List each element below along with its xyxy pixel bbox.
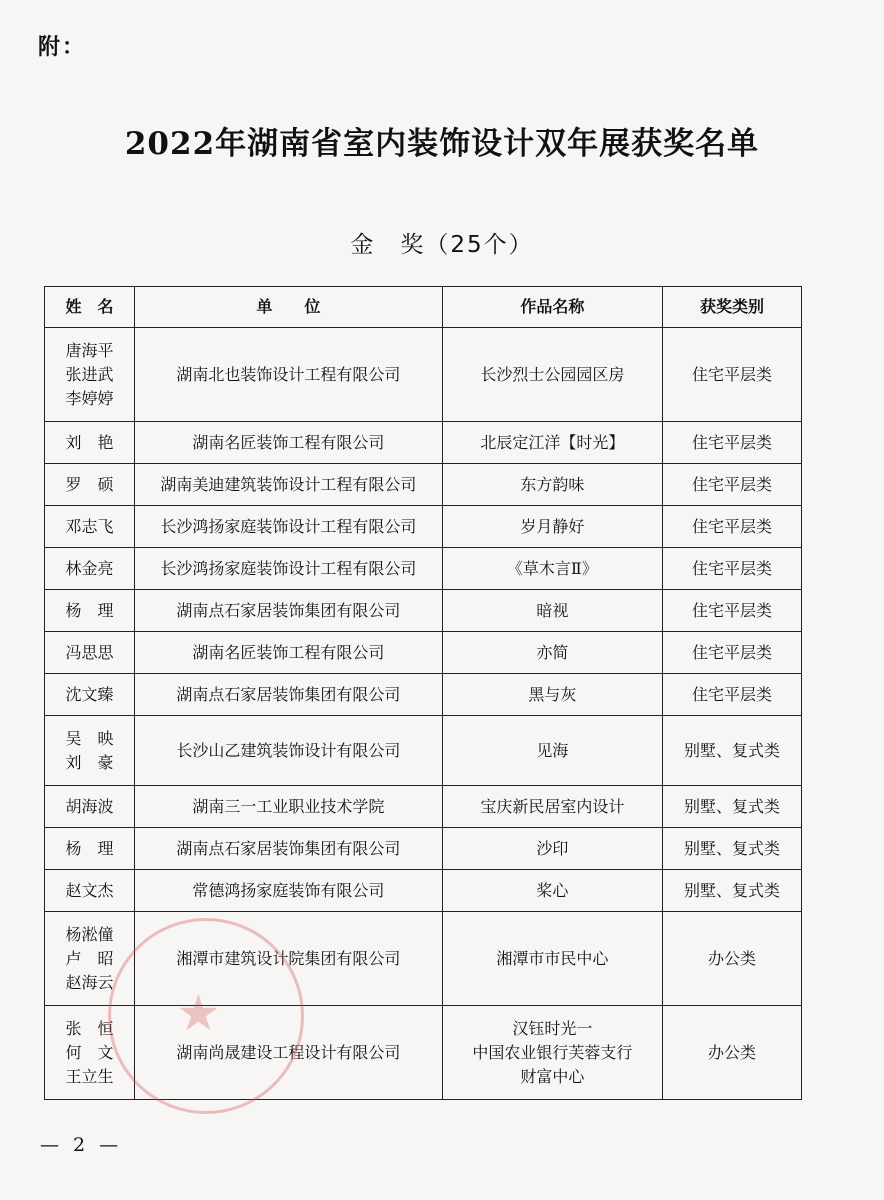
cell-unit: 湖南点石家居装饰集团有限公司 — [135, 828, 443, 870]
cell-work: 暗视 — [442, 590, 662, 632]
table-row — [45, 786, 802, 828]
cell-work: 湘潭市市民中心 — [442, 912, 662, 1006]
cell-category: 住宅平层类 — [662, 506, 801, 548]
cell-work: 见海 — [442, 716, 662, 786]
cell-unit: 湘潭市建筑设计院集团有限公司 — [135, 912, 443, 1006]
cell-category: 住宅平层类 — [662, 464, 801, 506]
cell-names: 胡海波 — [45, 786, 135, 828]
cell-names: 唐海平 张进武 李婷婷 — [45, 328, 135, 422]
cell-unit: 湖南北也装饰设计工程有限公司 — [135, 328, 443, 422]
table-row — [45, 632, 802, 674]
cell-category: 住宅平层类 — [662, 674, 801, 716]
cell-category: 住宅平层类 — [662, 548, 801, 590]
table-row — [45, 870, 802, 912]
cell-names: 邓志飞 — [45, 506, 135, 548]
cell-unit: 常德鸿扬家庭装饰有限公司 — [135, 870, 443, 912]
table-row — [45, 716, 802, 786]
cell-category: 别墅、复式类 — [662, 870, 801, 912]
cell-unit: 湖南名匠装饰工程有限公司 — [135, 422, 443, 464]
table-row — [45, 464, 802, 506]
cell-names: 冯思思 — [45, 632, 135, 674]
cell-work: 岁月静好 — [442, 506, 662, 548]
table-row — [45, 422, 802, 464]
cell-category: 别墅、复式类 — [662, 828, 801, 870]
cell-work: 亦简 — [442, 632, 662, 674]
cell-category: 别墅、复式类 — [662, 716, 801, 786]
cell-unit: 湖南名匠装饰工程有限公司 — [135, 632, 443, 674]
cell-work: 北辰定江洋【时光】 — [442, 422, 662, 464]
document-title: 2022年湖南省室内装饰设计双年展获奖名单 — [124, 126, 760, 162]
cell-names: 林金亮 — [45, 548, 135, 590]
page-number: — 2 — — [40, 1134, 123, 1156]
seal-star-icon: ★ — [176, 984, 221, 1042]
cell-names: 罗 硕 — [45, 464, 135, 506]
header-category: 获奖类别 — [662, 287, 801, 328]
attachment-label: 附： — [38, 35, 87, 60]
table-header-row — [45, 287, 802, 328]
cell-work: 沙印 — [442, 828, 662, 870]
cell-names: 张 恒 何 文 王立生 — [45, 1006, 135, 1100]
cell-work: 黑与灰 — [442, 674, 662, 716]
cell-unit: 长沙鸿扬家庭装饰设计工程有限公司 — [135, 548, 443, 590]
cell-category: 住宅平层类 — [662, 632, 801, 674]
table-row — [45, 590, 802, 632]
cell-work: 东方韵味 — [442, 464, 662, 506]
cell-category: 住宅平层类 — [662, 590, 801, 632]
cell-unit: 湖南美迪建筑装饰设计工程有限公司 — [135, 464, 443, 506]
cell-work: 汉钰时光一 中国农业银行芙蓉支行 财富中心 — [442, 1006, 662, 1100]
cell-unit: 湖南点石家居装饰集团有限公司 — [135, 590, 443, 632]
cell-names: 吴 映 刘 豪 — [45, 716, 135, 786]
cell-names: 杨 理 — [45, 590, 135, 632]
cell-unit: 湖南点石家居装饰集团有限公司 — [135, 674, 443, 716]
cell-category: 别墅、复式类 — [662, 786, 801, 828]
cell-names: 刘 艳 — [45, 422, 135, 464]
award-level: 金 奖 — [350, 232, 426, 258]
cell-unit: 湖南三一工业职业技术学院 — [135, 786, 443, 828]
cell-names: 杨 理 — [45, 828, 135, 870]
header-work: 作品名称 — [442, 287, 662, 328]
cell-work: 《草木言Ⅱ》 — [442, 548, 662, 590]
cell-category: 住宅平层类 — [662, 328, 801, 422]
cell-work: 长沙烈士公园园区房 — [442, 328, 662, 422]
award-count: （25个） — [425, 232, 534, 258]
cell-work: 桨心 — [442, 870, 662, 912]
cell-work: 宝庆新民居室内设计 — [442, 786, 662, 828]
cell-category: 住宅平层类 — [662, 422, 801, 464]
cell-names: 杨淞僮 卢 昭 赵海云 — [45, 912, 135, 1006]
award-subtitle — [0, 226, 884, 259]
table-row — [45, 506, 802, 548]
cell-unit: 长沙山乙建筑装饰设计有限公司 — [135, 716, 443, 786]
cell-unit: 湖南尚晟建设工程设计有限公司 — [135, 1006, 443, 1100]
table-row — [45, 548, 802, 590]
table-row — [45, 328, 802, 422]
cell-category: 办公类 — [662, 1006, 801, 1100]
header-name: 姓 名 — [45, 287, 135, 328]
table-row — [45, 674, 802, 716]
cell-names: 赵文杰 — [45, 870, 135, 912]
cell-category: 办公类 — [662, 912, 801, 1006]
cell-unit: 长沙鸿扬家庭装饰设计工程有限公司 — [135, 506, 443, 548]
table-row — [45, 828, 802, 870]
cell-names: 沈文臻 — [45, 674, 135, 716]
header-unit: 单 位 — [135, 287, 443, 328]
